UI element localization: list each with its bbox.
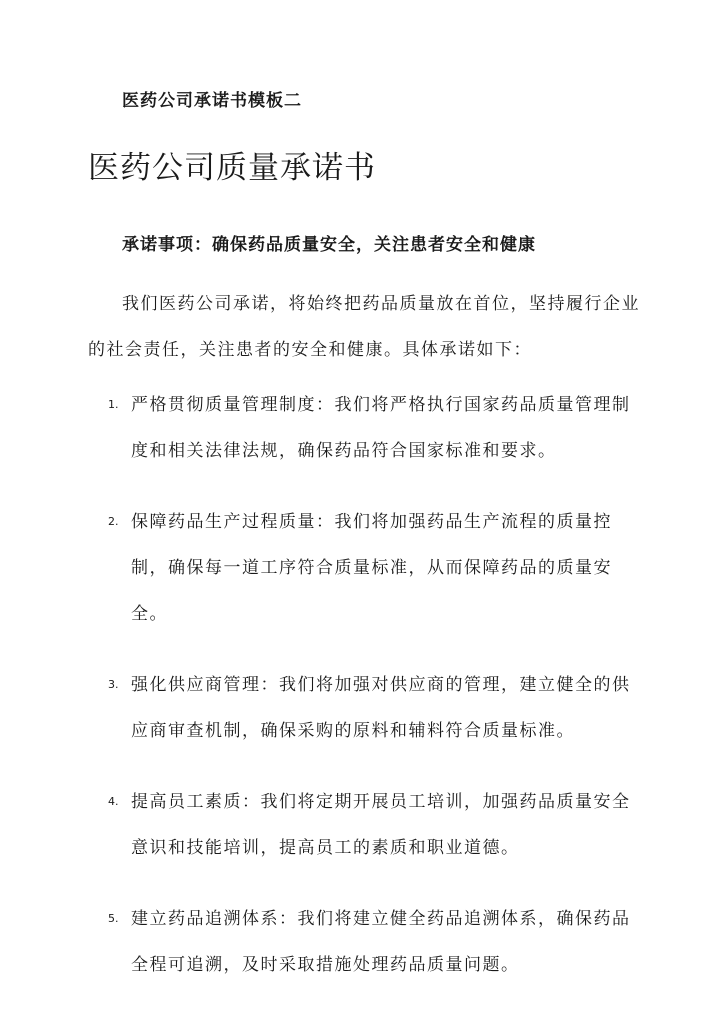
list-item-text: 强化供应商管理：我们将加强对供应商的管理，建立健全的供应商审查机制，确保采购的原料和辅料符合质量标准。 (131, 675, 631, 741)
template-title: 医药公司承诺书模板二 (122, 91, 302, 111)
commitment-subject: 承诺事项：确保药品质量安全，关注患者安全和健康 (122, 235, 536, 255)
list-item (0, 896, 720, 988)
list-item-text: 保障药品生产过程质量：我们将加强药品生产流程的质量控制，确保每一道工序符合质量标准，从而保障药品的质量安全。 (131, 512, 612, 624)
list-item-number: 4. (108, 795, 119, 808)
list-item-number: 3. (108, 678, 119, 691)
list-item (0, 382, 720, 474)
list-item-number: 2. (108, 515, 119, 528)
list-item-text: 严格贯彻质量管理制度：我们将严格执行国家药品质量管理制度和相关法律法规，确保药品符合国家标准和要求。 (131, 395, 631, 461)
list-item-text: 提高员工素质：我们将定期开展员工培训，加强药品质量安全意识和技能培训，提高员工的素质和职业道德。 (131, 792, 631, 858)
list-item (0, 499, 720, 637)
commitment-list (0, 382, 720, 1013)
list-item (0, 779, 720, 871)
list-item-text: 建立药品追溯体系：我们将建立健全药品追溯体系，确保药品全程可追溯，及时采取措施处理药品质量问题。 (131, 909, 631, 975)
list-item-number: 5. (108, 912, 119, 925)
list-item (0, 662, 720, 754)
list-item-number: 1. (108, 398, 119, 411)
intro-paragraph: 我们医药公司承诺，将始终把药品质量放在首位，坚持履行企业的社会责任，关注患者的安全和健康。具体承诺如下： (88, 294, 640, 360)
page-title: 医药公司质量承诺书 (88, 150, 376, 186)
